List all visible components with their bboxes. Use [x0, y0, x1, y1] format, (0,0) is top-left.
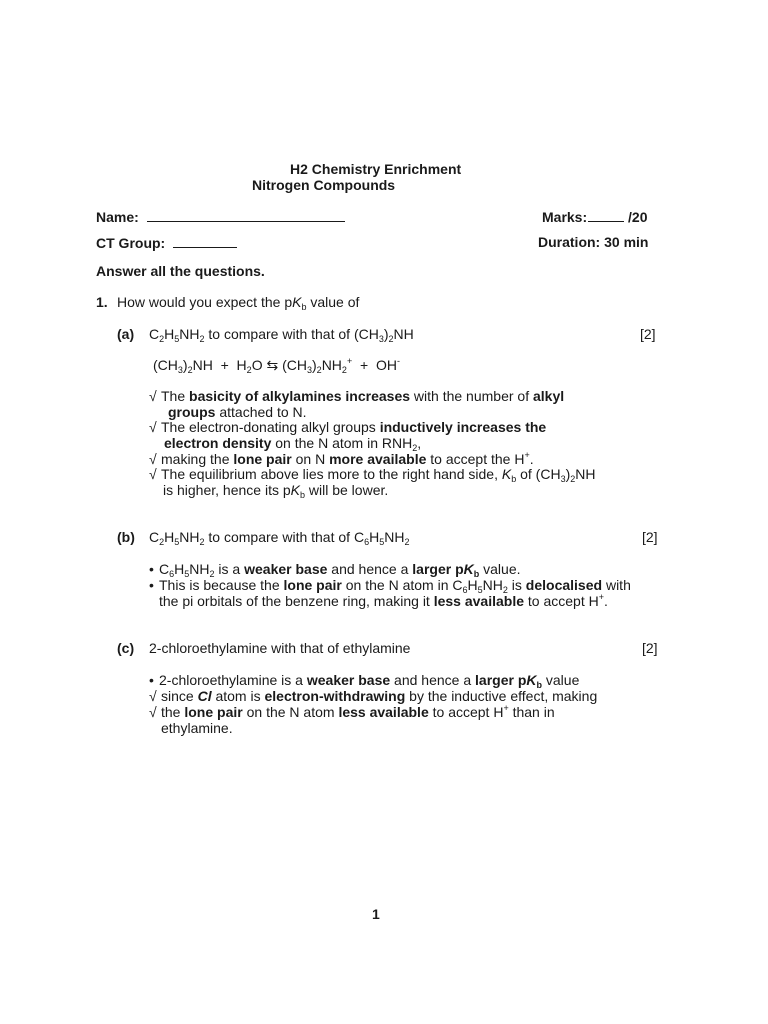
- part-b-answer-line-1: • $C_6H_5NH_2$ is a weaker base and hence a larger $pK_b$ value.: [149, 561, 521, 579]
- part-c-answer-line-3: √ the lone pair on the N atom less available to accept H+ than in: [149, 703, 555, 720]
- part-b-answer-line-2: • This is because the lone pair on the N atom in $C_6H_5NH_2$ is delocalised with: [149, 577, 631, 595]
- check-icon: √: [149, 704, 157, 720]
- part-a-prompt: $C_2H_5NH_2$ to compare with that of $(CH_3)_2NH$: [149, 326, 414, 344]
- duration-label: Duration: 30 min: [538, 234, 649, 250]
- part-b-marks: [2]: [642, 529, 658, 545]
- ct-group-row: [96, 234, 237, 251]
- name-row: [96, 208, 345, 225]
- instructions: Answer all the questions.: [96, 263, 265, 279]
- check-icon: √: [149, 688, 157, 704]
- part-a-answer-line-4: electron density on the N atom in $RNH_2$,: [164, 435, 422, 453]
- part-a-marks: [2]: [640, 326, 656, 342]
- marks-total: /20: [628, 209, 648, 225]
- equilibrium-arrow-icon: ⇆: [266, 357, 279, 373]
- part-a-answer-line-6: √ The equilibrium above lies more to the right hand side, $K_b$ of $(CH_3)_2NH$: [149, 466, 596, 484]
- part-a-answer-line-3: √ The electron-donating alkyl groups inductively increases the: [149, 419, 547, 435]
- bullet-icon: •: [149, 561, 154, 577]
- part-c-answer-line-1: • 2-chloroethylamine is a weaker base and hence a larger $pK_b$ value: [149, 672, 580, 690]
- bullet-icon: •: [149, 672, 154, 688]
- ct-group-field[interactable]: [173, 234, 237, 248]
- part-a-answer-line-7: is higher, hence its $pK_b$ will be lower.: [163, 482, 389, 500]
- marks-label: Marks:: [542, 209, 588, 225]
- check-icon: √: [149, 466, 157, 482]
- question-stem: How would you expect the $pK_b$ value of: [117, 294, 360, 312]
- part-b-label: (b): [117, 529, 135, 545]
- marks-row: [542, 208, 648, 225]
- part-a-answer-line-5: √ making the lone pair on N more available to accept the H+.: [149, 450, 534, 467]
- title-line-2: Nitrogen Compounds: [252, 177, 396, 193]
- part-a-label: (a): [117, 326, 135, 342]
- question-number: 1.: [96, 294, 108, 310]
- check-icon: √: [149, 451, 157, 467]
- check-icon: √: [149, 419, 157, 435]
- part-c-prompt: 2-chloroethylamine with that of ethylamine: [149, 640, 411, 656]
- part-a-equation: $(CH_3)_2NH + H_2O$ ⇆ $(CH_3)_2NH_2^+ + OH^-$: [153, 356, 400, 375]
- check-icon: √: [149, 388, 157, 404]
- part-c-label: (c): [117, 640, 135, 656]
- name-field[interactable]: [147, 208, 345, 222]
- part-a-answer-line-2: groups attached to N.: [168, 404, 307, 420]
- marks-field[interactable]: [588, 208, 624, 222]
- page-number: 1: [372, 906, 380, 922]
- title-line-1: H2 Chemistry Enrichment: [290, 161, 462, 177]
- name-label: Name:: [96, 209, 139, 225]
- bullet-icon: •: [149, 577, 154, 593]
- part-c-marks: [2]: [642, 640, 658, 656]
- part-a-answer-line-1: √ The basicity of alkylamines increases with the number of alkyl: [149, 388, 565, 404]
- part-b-answer-line-3: the pi orbitals of the benzene ring, making it less available to accept H+.: [159, 592, 608, 609]
- part-b-prompt: $C_2H_5NH_2$ to compare with that of $C_6H_5NH_2$: [149, 529, 410, 547]
- ct-group-label: CT Group:: [96, 235, 166, 251]
- part-c-answer-line-4: ethylamine.: [161, 720, 233, 736]
- part-c-answer-line-2: √ since Cl atom is electron-withdrawing by the inductive effect, making: [149, 688, 598, 704]
